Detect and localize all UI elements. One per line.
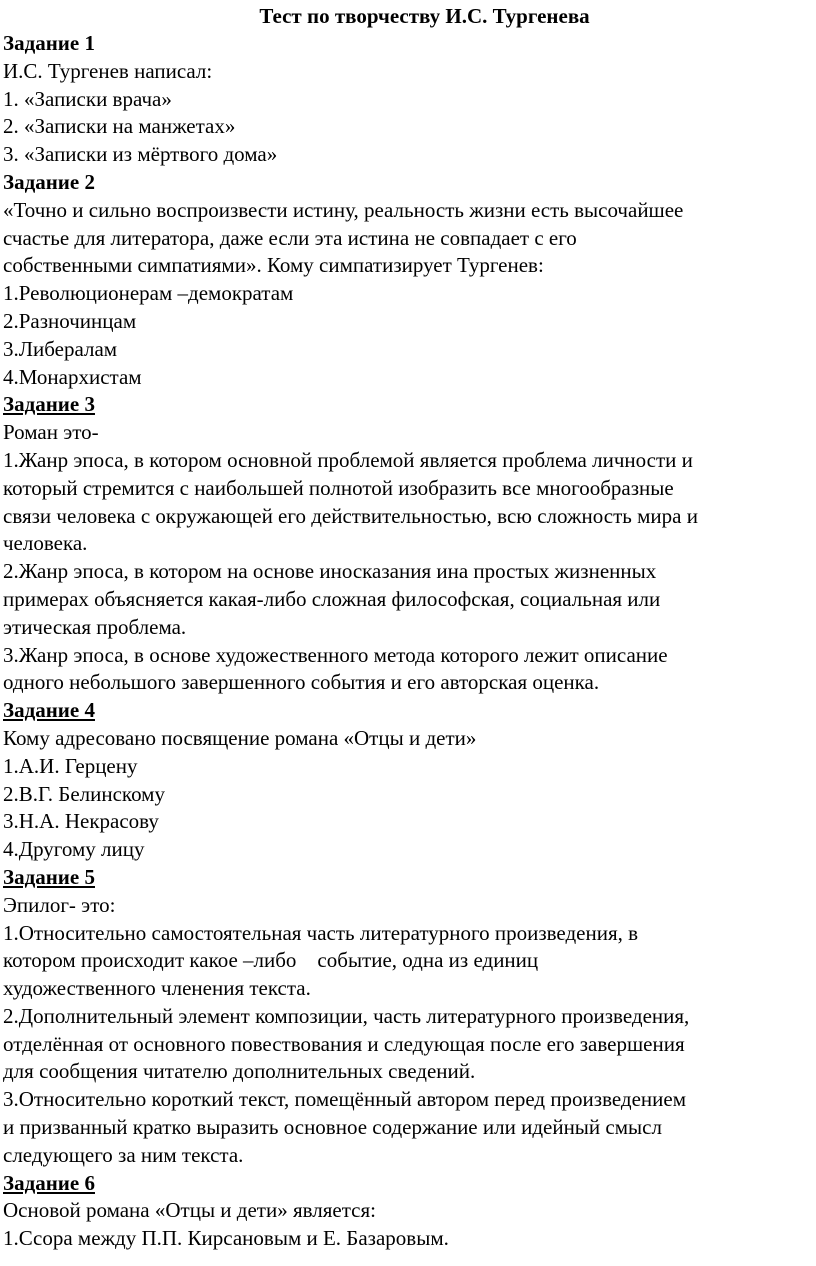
task-text-line: этическая проблема. (3, 614, 187, 639)
task-text-line: 2.Жанр эпоса, в котором на основе иносказания ина простых жизненных (3, 559, 657, 584)
task-question: Кому адресовано посвящение романа «Отцы и дети» (3, 725, 477, 750)
task-text-line: 4.Другому лицу (3, 837, 145, 862)
task-question: Роман это- (3, 420, 99, 445)
task-list (3, 30, 816, 1253)
task-text-line: 2. «Записки на манжетах» (3, 114, 236, 139)
task-text-line: 2.Дополнительный элемент композиции, часть литературного произведения, (3, 1003, 690, 1028)
task-block (3, 391, 816, 697)
task-text-line: и призванный кратко выразить основное содержание или идейный смысл (3, 1115, 662, 1140)
task-heading: Задание 1 (3, 31, 95, 55)
task-text-line: отделённая от основного повествования и следующая после его завершения (3, 1031, 685, 1056)
task-text-line: следующего за ним текста. (3, 1142, 244, 1167)
task-question: «Точно и сильно воспроизвести истину, реальность жизни есть высочайшее (3, 197, 684, 222)
task-text-line: 4.Монархистам (3, 364, 142, 389)
task-text-line: собственными симпатиями». Кому симпатизирует Тургенев: (3, 253, 544, 278)
task-text-line: 2.Разночинцам (3, 308, 137, 333)
task-heading: Задание 2 (3, 169, 95, 194)
task-text-line: который стремится с наибольшей полнотой изобразить все многообразные (3, 475, 674, 500)
task-text-line: 1.Жанр эпоса, в котором основной проблемой является проблема личности и (3, 447, 693, 472)
task-text-line: 1. «Записки врача» (3, 86, 172, 111)
task-text-line: котором происходит какое –либо событие, одна из единиц (3, 948, 539, 973)
task-block (3, 1170, 816, 1253)
task-text-line: 1.Революционерам –демократам (3, 281, 294, 306)
task-text-line: одного небольшого завершенного события и его авторская оценка. (3, 670, 600, 695)
task-heading: Задание 3 (3, 392, 95, 417)
task-text-line: 3.Жанр эпоса, в основе художественного метода которого лежит описание (3, 642, 668, 667)
task-text-line: 3.Н.А. Некрасову (3, 809, 159, 834)
task-text-line: для сообщения читателю дополнительных сведений. (3, 1059, 476, 1084)
task-text-line: связи человека с окружающей его действительностью, всю сложность мира и (3, 503, 698, 528)
task-text-line: 3.Либералам (3, 336, 118, 361)
task-question: Основой романа «Отцы и дети» является: (3, 1198, 376, 1223)
document-title: Тест по творчеству И.С. Тургенева (259, 4, 590, 28)
task-heading: Задание 6 (3, 1170, 95, 1195)
task-block (3, 697, 816, 864)
task-block (3, 169, 816, 391)
task-question: Эпилог- это: (3, 892, 116, 917)
task-text-line: счастье для литератора, даже если эта истина не совпадает с его (3, 225, 577, 250)
task-text-line: 1.Ссора между П.П. Кирсановым и Е. Базаровым. (3, 1226, 449, 1251)
task-text-line: 3. «Записки из мёртвого дома» (3, 142, 278, 167)
task-question: И.С. Тургенев написал: (3, 58, 213, 83)
task-heading: Задание 5 (3, 864, 95, 889)
task-text-line: 1.А.И. Герцену (3, 753, 138, 778)
task-text-line: человека. (3, 531, 88, 556)
task-text-line: 1.Относительно самостоятельная часть литературного произведения, в (3, 920, 639, 945)
task-block (3, 30, 816, 169)
task-text-line: художественного членения текста. (3, 976, 311, 1001)
task-block (3, 864, 816, 1170)
task-heading: Задание 4 (3, 698, 95, 723)
task-text-line: 3.Относительно короткий текст, помещённый автором перед произведением (3, 1087, 687, 1112)
task-text-line: примерах объясняется какая-либо сложная философская, социальная или (3, 586, 661, 611)
task-text-line: 2.В.Г. Белинскому (3, 781, 165, 806)
